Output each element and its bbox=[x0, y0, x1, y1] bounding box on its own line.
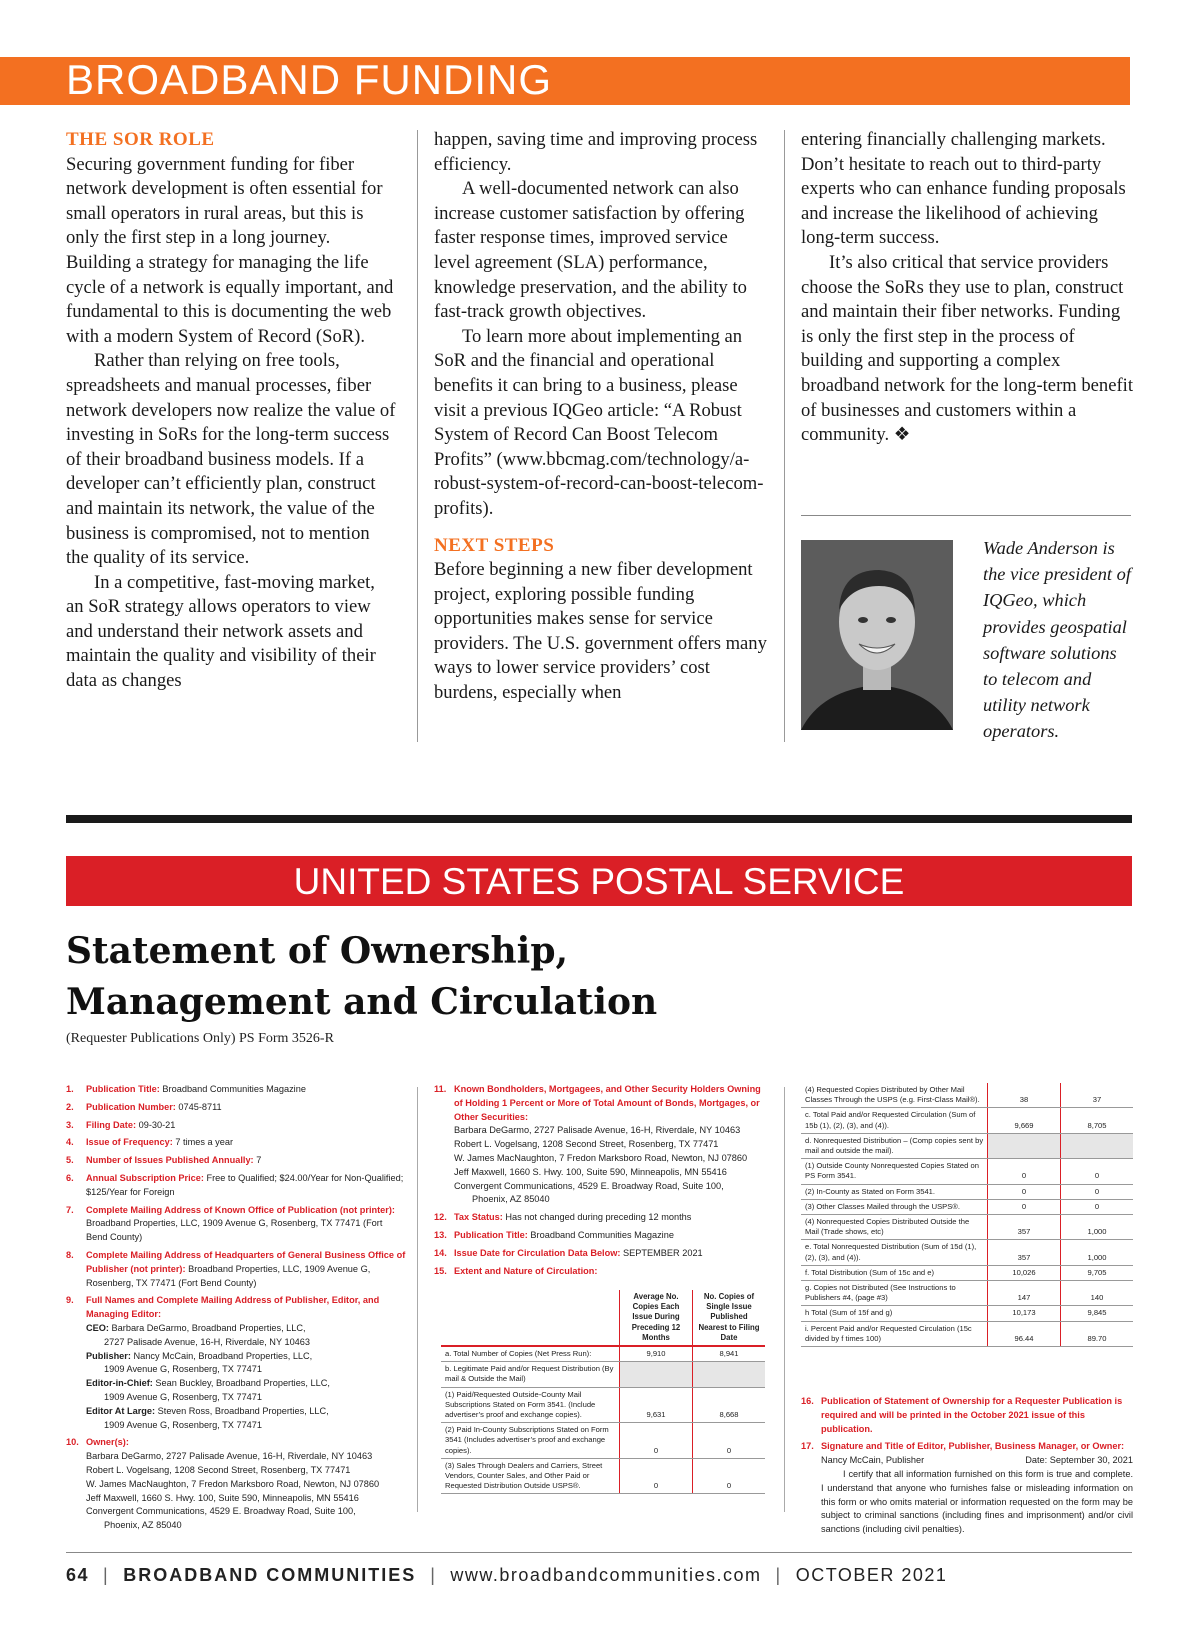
table-row: (3) Sales Through Dealers and Carriers, Street Vendors, Counter Sales, and Other Paid or Requested Distribution Outside USPS®. 0 0 bbox=[441, 1458, 765, 1494]
bio-divider bbox=[801, 515, 1131, 516]
form-item: 8. Complete Mailing Address of Headquarters of General Business Office of Publisher (not printer): Broadband Properties, LLC, 1909 Avenue G, Rosenberg, TX 77471 (Fort Bend County) bbox=[66, 1249, 406, 1288]
signer-name: Nancy McCain, Publisher bbox=[821, 1455, 925, 1466]
form-item: 3. Filing Date: 09-30-21 bbox=[66, 1119, 176, 1130]
table-row: d. Nonrequested Distribution – (Comp copies sent by mail and outside the mail). bbox=[801, 1133, 1133, 1158]
article-column-1 bbox=[66, 128, 396, 694]
form-item: 17. Signature and Title of Editor, Publisher, Business Manager, or Owner: Nancy McCain, Publisher Date: September 30, 2021 I certify that all information furnished on this form is true and complete. I understand that anyone who furnishes false or misleading information on this form or who omits material or information requested on the form may be subject to criminal sanctions (including fines and imprisonment) and/or civil sanctions (including civil penalties). bbox=[801, 1440, 1133, 1537]
form-item: 6. Annual Subscription Price: Free to Qualified; $24.00/Year for Non-Qualified; $125/Year for Foreign bbox=[66, 1172, 404, 1197]
circulation-table-part2 bbox=[801, 1083, 1133, 1347]
section-divider bbox=[66, 815, 1132, 823]
page-number: 64 bbox=[66, 1565, 90, 1585]
page-footer: 64 | BROADBAND COMMUNITIES | www.broadbandcommunities.com | OCTOBER 2021 bbox=[66, 1565, 948, 1585]
circulation-table-part1 bbox=[441, 1290, 765, 1494]
table-row: a. Total Number of Copies (Net Press Run): 9,910 8,941 bbox=[441, 1346, 765, 1362]
form-column-3 bbox=[801, 1395, 1133, 1541]
paragraph: Rather than relying on free tools, spreadsheets and manual processes, fiber network developers now realize the value of investing in SoRs for the long-term success of their broadband business models. If a developer can’t efficiently plan, construct and maintain its network, the value of the business is compromised, not to mention the quality of its service. bbox=[66, 350, 396, 569]
table-row: c. Total Paid and/or Requested Circulation (Sum of 15b (1), (2), (3), and (4)). 9,669 8,705 bbox=[801, 1108, 1133, 1133]
form-column-2 bbox=[434, 1083, 770, 1282]
table-row: (2) In-County as Stated on Form 3541. 0 0 bbox=[801, 1184, 1133, 1199]
paragraph: To learn more about implementing an SoR and the financial and operational benefits it can bring to a business, please visit a previous IQGeo article: “A Robust System of Record Can Boost Telecom Profits” (www.bbcmag.com/technology/a-robust-system-of-record-can-boost-telecom-profits). bbox=[434, 325, 764, 519]
form-item: 1. Publication Title: Broadband Communities Magazine bbox=[66, 1084, 306, 1094]
article-column-3 bbox=[801, 128, 1133, 448]
table-row: e. Total Nonrequested Distribution (Sum of 15d (1), (2), (3), and (4)). 357 1,000 bbox=[801, 1240, 1133, 1265]
statement-subtitle: (Requester Publications Only) PS Form 3526-R bbox=[66, 1031, 334, 1046]
paragraph: Before beginning a new fiber development project, exploring possible funding opportunities makes sense for service providers. The U.S. government offers many ways to lower service providers’ cost burdens, especially when bbox=[434, 559, 767, 704]
column-divider bbox=[417, 1087, 418, 1512]
form-item: 7. Complete Mailing Address of Known Office of Publication (not printer): Broadband Properties, LLC, 1909 Avenue G, Rosenberg, TX 77471 (Fort Bend County) bbox=[66, 1204, 395, 1243]
table-row: (1) Outside County Nonrequested Copies Stated on PS Form 3541. 0 0 bbox=[801, 1159, 1133, 1184]
form-item: 4. Issue of Frequency: 7 times a year bbox=[66, 1137, 234, 1148]
form-item: 16. Publication of Statement of Ownership for a Requester Publication is required and will be printed in the October 2021 issue of this publication. bbox=[801, 1396, 1123, 1434]
form-item: 13. Publication Title: Broadband Communities Magazine bbox=[434, 1229, 674, 1240]
certification-text: I certify that all information furnished on this form is true and complete. I understand that anyone who furnishes false or misleading information on this form or who omits material or information requested on the form may be subject to criminal sanctions (including fines and imprisonment) and/or civil sanctions (including civil penalties). bbox=[821, 1468, 1133, 1535]
table-row: g. Copies not Distributed (See Instructions to Publishers #4, (page #3) 147 140 bbox=[801, 1281, 1133, 1306]
paragraph: happen, saving time and improving process efficiency. bbox=[434, 129, 758, 175]
paragraph: A well-documented network can also increase customer satisfaction by offering faster response times, improved service level agreement (SLA) performance, knowledge preservation, and the ability to fast-track growth objectives. bbox=[434, 178, 747, 323]
footer-divider bbox=[66, 1552, 1132, 1553]
column-header-single: No. Copies of Single Issue Published Nearest to Filing Date bbox=[693, 1290, 766, 1346]
statement-title bbox=[66, 926, 966, 1028]
table-row: f. Total Distribution (Sum of 15c and e) 10,026 9,705 bbox=[801, 1265, 1133, 1280]
statement-title-line: Management and Circulation bbox=[66, 981, 658, 1023]
paragraph: entering financially challenging markets. Don’t hesitate to reach out to third-party experts who can enhance funding proposals and increase the likelihood of achieving long-term success. bbox=[801, 129, 1126, 249]
form-item: 5. Number of Issues Published Annually: 7 bbox=[66, 1155, 262, 1166]
paragraph: Securing government funding for fiber network development is often essential for small operators in rural areas, but this is only the first step in a long journey. Building a strategy for managing the life cycle of a network is equally important, and fundamental to this is documenting the web with a modern System of Record (SoR). bbox=[66, 153, 394, 347]
table-row: (1) Paid/Requested Outside-County Mail Subscriptions Stated on Form 3541. (Include advertiser’s proof and exchange copies). 9,631 8,668 bbox=[441, 1387, 765, 1423]
paragraph: It’s also critical that service providers choose the SoRs they use to plan, construct and maintain their fiber networks. Funding is only the first step in the process of building and supporting a complex broadband network for the long-term benefit of businesses and customers within a community. ❖ bbox=[801, 251, 1133, 446]
table-row: b. Legitimate Paid and/or Request Distribution (By mail & Outside the Mail) bbox=[441, 1362, 765, 1387]
usps-header-band bbox=[66, 856, 1132, 906]
table-row: i. Percent Paid and/or Requested Circulation (15c divided by f times 100) 96.44 89.70 bbox=[801, 1321, 1133, 1346]
next-steps-heading: NEXT STEPS bbox=[434, 534, 555, 556]
column-divider bbox=[417, 130, 418, 742]
column-divider bbox=[784, 130, 785, 742]
form-item: 10. Owner(s): Barbara DeGarmo, 2727 Palisade Avenue, 16-H, Riverdale, NY 10463 Robert L. Vogelsang, 1208 Second Street, Rosenberg, TX 77471 W. James MacNaughton, 7 Fredon Marksboro Road, Newton, NJ 07860 Jeff Maxwell, 1660 S. Hwy. 100, Suite 590, Minneapolis, MN 55416 Convergent Communications, 4529 E. Broadway Road, Suite 100, Phoenix, AZ 85040 bbox=[66, 1437, 380, 1531]
author-photo bbox=[801, 540, 953, 730]
form-item: 9. Full Names and Complete Mailing Address of Publisher, Editor, and Managing Editor: CEO: Barbara DeGarmo, Broadband Properties, LLC, 2727 Palisade Avenue, 16-H, Riverdale, NY 10463 Publisher: Nancy McCain, Broadband Properties, LLC, 1909 Avenue G, Rosenberg, TX 77471 Editor-in-Chief: Sean Buckley, Broadband Properties, LLC, 1909 Avenue G, Rosenberg, TX 77471 Editor At Large: Steven Ross, Broadband Properties, LLC, 1909 Avenue G, Rosenberg, TX 77471 bbox=[66, 1295, 380, 1430]
form-item: 2. Publication Number: 0745-8711 bbox=[66, 1101, 222, 1112]
table-row: (3) Other Classes Mailed through the USPS®. 0 0 bbox=[801, 1199, 1133, 1214]
table-row: (4) Requested Copies Distributed by Other Mail Classes Through the USPS (e.g. First-Class Mail®). 38 37 bbox=[801, 1083, 1133, 1108]
form-column-1 bbox=[66, 1083, 406, 1537]
form-item: 15. Extent and Nature of Circulation: bbox=[434, 1265, 598, 1276]
signature-date: Date: September 30, 2021 bbox=[1025, 1455, 1133, 1466]
form-item: 14. Issue Date for Circulation Data Below: SEPTEMBER 2021 bbox=[434, 1247, 703, 1258]
author-bio: Wade Anderson is the vice president of IQGeo, which provides geospatial software solutions to telecom and utility network operators. bbox=[983, 538, 1131, 742]
section-title: BROADBAND FUNDING bbox=[66, 56, 553, 103]
form-item: 11. Known Bondholders, Mortgagees, and Other Security Holders Owning of Holding 1 Percent or More of Total Amount of Bonds, Mortgages, or Other Securities: Barbara DeGarmo, 2727 Palisade Avenue, 16-H, Riverdale, NY 10463 Robert L. Vogelsang, 1208 Second Street, Rosenberg, TX 77471 W. James MacNaughton, 7 Fredon Marksboro Road, Newton, NJ 07860 Jeff Maxwell, 1660 S. Hwy. 100, Suite 590, Minneapolis, MN 55416 Convergent Communications, 4529 E. Broadway Road, Suite 100, Phoenix, AZ 85040 bbox=[434, 1084, 761, 1205]
magazine-name: BROADBAND COMMUNITIES bbox=[123, 1565, 417, 1585]
table-row: (2) Paid In-County Subscriptions Stated on Form 3541 (Includes advertiser’s proof and exchange copies). 0 0 bbox=[441, 1423, 765, 1459]
section-header-band bbox=[0, 57, 1130, 105]
form-item: 12. Tax Status: Has not changed during preceding 12 months bbox=[434, 1212, 692, 1223]
table-row: h Total (Sum of 15f and g) 10,173 9,845 bbox=[801, 1306, 1133, 1321]
article-column-2 bbox=[434, 128, 768, 706]
usps-title: UNITED STATES POSTAL SERVICE bbox=[293, 861, 905, 902]
column-divider bbox=[784, 1087, 785, 1512]
sor-heading: THE SOR ROLE bbox=[66, 129, 215, 150]
table-row: (4) Nonrequested Copies Distributed Outside the Mail (Trade shows, etc) 357 1,000 bbox=[801, 1215, 1133, 1240]
statement-title-line: Statement of Ownership, bbox=[66, 930, 569, 972]
website-url[interactable]: www.broadbandcommunities.com bbox=[450, 1565, 762, 1585]
paragraph: In a competitive, fast-moving market, an SoR strategy allows operators to view and understand their network assets and maintain the quality and visibility of their data as changes bbox=[66, 571, 376, 692]
issue-date: OCTOBER 2021 bbox=[795, 1565, 948, 1585]
column-header-average: Average No. Copies Each Issue During Preceding 12 Months bbox=[620, 1290, 693, 1346]
